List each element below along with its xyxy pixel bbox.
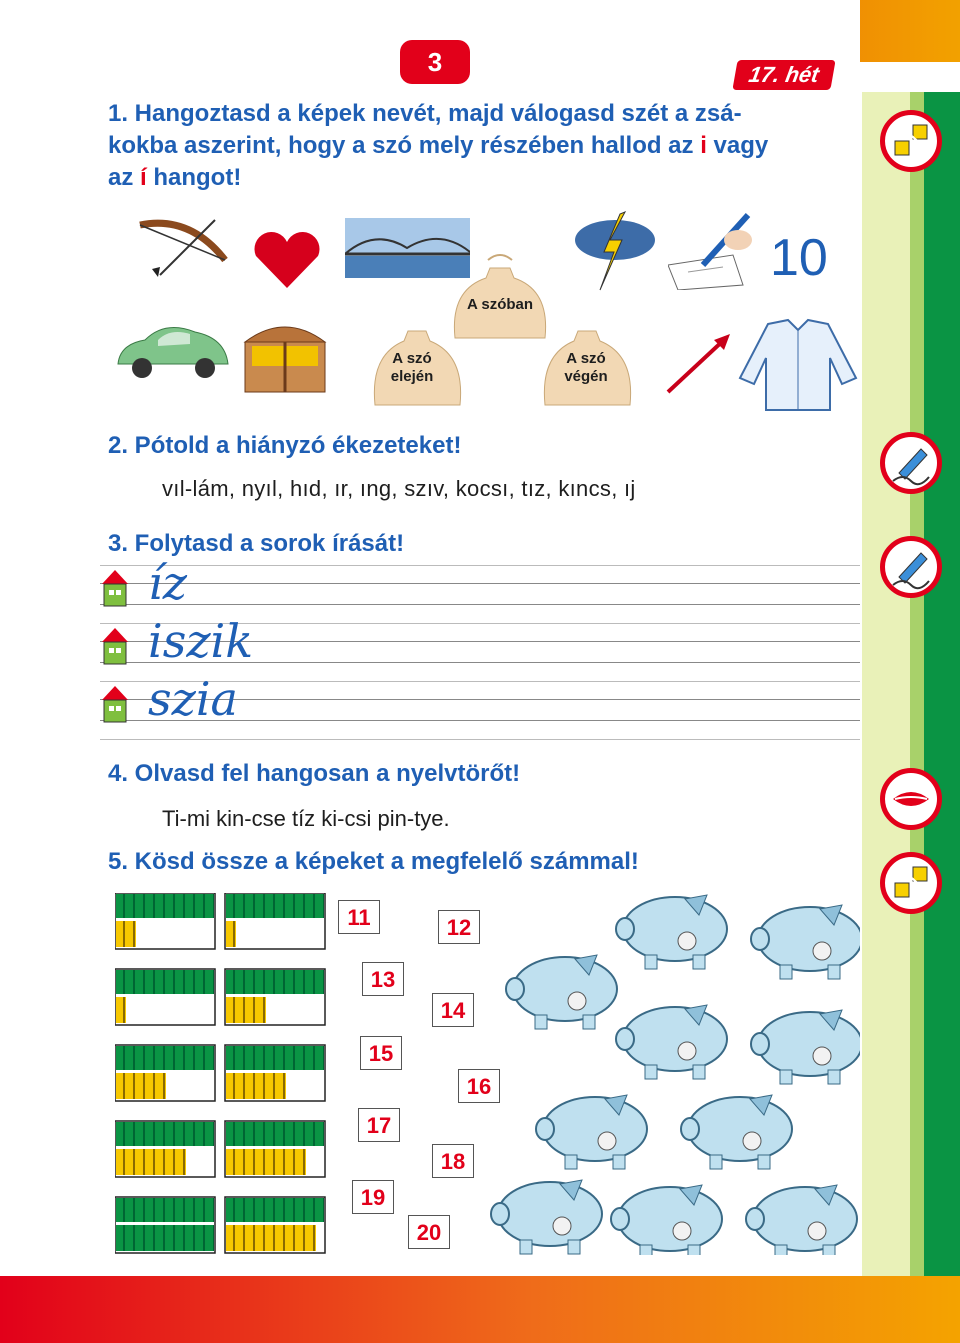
bow-arrow-picture — [130, 215, 240, 285]
number-box[interactable]: 15 — [360, 1036, 402, 1070]
week-label: 17. hét — [732, 60, 835, 90]
margin-mid — [910, 92, 924, 1278]
piggy-banks — [490, 885, 860, 1255]
task1-line2-end: vagy — [706, 132, 769, 159]
letter-i-long: í — [140, 164, 147, 191]
page-number: 3 — [400, 40, 470, 84]
car-picture — [110, 318, 235, 383]
bag-middle — [450, 250, 550, 340]
task1-line2-text: kokba aszerint, hogy a szó mely részében hallod az — [108, 132, 701, 159]
shirt-picture — [738, 318, 858, 413]
mouth-icon — [880, 768, 942, 830]
task3-heading: 3. Folytasd a sorok írását! — [108, 530, 405, 557]
task2-heading: 2. Pótold a hiányzó ékezeteket! — [108, 432, 462, 459]
number-box[interactable]: 14 — [432, 993, 474, 1027]
house-icon — [100, 626, 130, 666]
ruled-line — [100, 565, 860, 566]
counting-blocks-grid — [115, 893, 335, 1258]
pen-writing-picture — [668, 210, 758, 290]
pencil-icon — [880, 432, 942, 494]
puzzle-icon — [880, 110, 942, 172]
number-box[interactable]: 19 — [352, 1180, 394, 1214]
task2-words: vıl-lám, nyıl, hıd, ır, ıng, szıv, kocsı, tız, kıncs, ıj — [162, 476, 636, 501]
ruled-line — [100, 604, 860, 605]
heart-picture — [250, 230, 324, 290]
treasure-chest-picture — [240, 312, 330, 397]
task4-heading: 4. Olvasd fel hangosan a nyelvtörőt! — [108, 760, 521, 787]
task5-heading: 5. Kösd össze a képeket a megfelelő számmal! — [108, 848, 639, 875]
tongue-twister: Ti-mi kin-cse tíz ki-csi pin-tye. — [162, 806, 450, 831]
footer-band — [0, 1276, 960, 1343]
lightning-picture — [570, 210, 660, 295]
margin-light — [862, 92, 910, 1278]
script-line-3: szia — [148, 672, 238, 726]
ruled-line — [100, 583, 860, 584]
pencil-icon — [880, 536, 942, 598]
ruled-line — [100, 739, 860, 740]
arrow-picture — [660, 330, 735, 400]
house-icon — [100, 684, 130, 724]
task1-line3-text: az — [108, 164, 141, 191]
bag-middle-label: A szóban — [466, 296, 534, 313]
letter-i: i — [700, 132, 707, 159]
script-line-1: íz — [148, 556, 187, 610]
bag-start-label: A szó elején — [390, 350, 434, 385]
task1-line1: 1. Hangoztasd a képek nevét, majd válogasd szét a zsá- — [108, 100, 742, 127]
number-box[interactable]: 17 — [358, 1108, 400, 1142]
puzzle-icon — [880, 852, 942, 914]
task1-heading — [108, 98, 838, 194]
number-box[interactable]: 16 — [458, 1069, 500, 1103]
number-box[interactable]: 13 — [362, 962, 404, 996]
house-icon — [100, 568, 130, 608]
script-line-2: iszik — [148, 614, 254, 668]
number-box[interactable]: 11 — [338, 900, 380, 934]
task1-line3 — [108, 162, 838, 194]
bag-end-label: A szó végén — [564, 350, 608, 385]
task1-line3-end: hangot! — [146, 164, 242, 191]
number-box[interactable]: 20 — [408, 1215, 450, 1249]
margin-dark — [924, 92, 960, 1278]
number-box[interactable]: 18 — [432, 1144, 474, 1178]
picture-number-ten: 10 — [770, 229, 828, 287]
number-box[interactable]: 12 — [438, 910, 480, 944]
task1-line2 — [108, 130, 838, 162]
